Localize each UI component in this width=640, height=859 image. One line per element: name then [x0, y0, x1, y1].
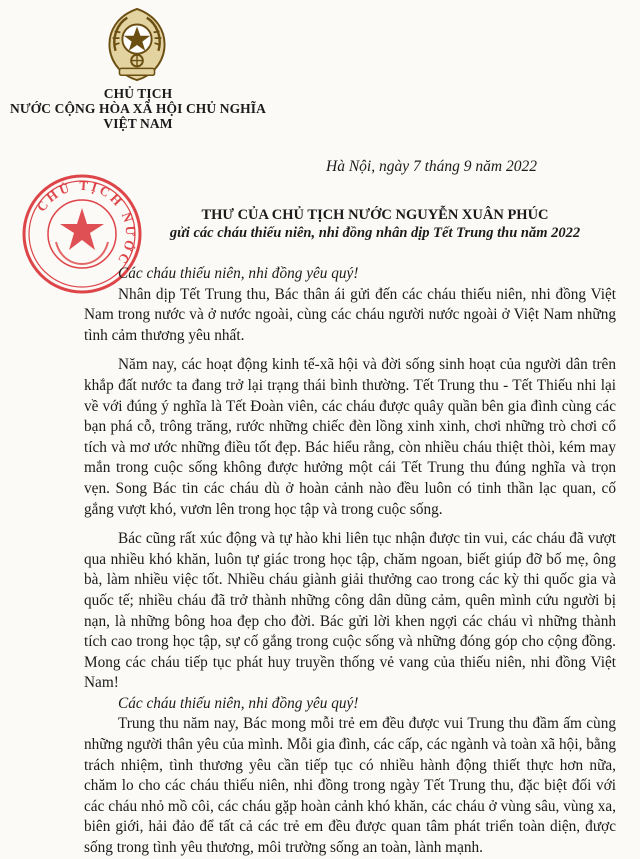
title-sub: gửi các cháu thiếu niên, nhi đồng nhân dịp Tết Trung thu năm 2022	[169, 225, 581, 241]
issuer-line-1: CHỦ TỊCH	[103, 86, 173, 101]
paragraph-1: Nhân dịp Tết Trung thu, Bác thân ái gửi đến các cháu thiếu niên, nhi đồng Việt Nam trong nước và ở nước ngoài, cùng các cháu người nước ngoài ở Việt Nam những tình cảm thương yêu nhất.	[84, 285, 616, 344]
paragraph-3: Bác cũng rất xúc động và tự hào khi liên tục nhận được tin vui, các cháu đã vượt qua nhiều khó khăn, luôn tự giác trong học tập, chăm ngoan, biết giúp đỡ bố mẹ, ông bà, làm nhiều việc tốt. Nhiều cháu giành giải thưởng cao trong các kỳ thi quốc gia và quốc tế; nhiều cháu đã trở thành những công dân dũng cảm, quên mình cứu người bị nạn, là những bông hoa đẹp cho đời. Bác gửi lời khen ngợi các cháu vì những thành tích cao trong học tập, sự cố gắng trong cuộc sống và những đóng góp cho cộng đồng. Mong các cháu tiếp tục phát huy truyền thống vẻ vang của thiếu niên, nhi đồng Việt Nam!	[84, 530, 616, 692]
date-line: Hà Nội, ngày 7 tháng 9 năm 2022	[326, 158, 537, 175]
svg-text:CHỦ TỊCH NƯỚC: CHỦ TỊCH NƯỚC	[33, 177, 139, 269]
salutation-2: Các cháu thiếu niên, nhi đồng yêu quý!	[118, 694, 359, 712]
national-emblem-icon	[98, 6, 176, 84]
paragraph-2: Năm nay, các hoạt động kinh tế-xã hội và đời sống sinh hoạt của người dân trên khắp đất nước ta đang trở lại trạng thái bình thường. Tết Trung thu - Tết Thiếu nhi lại về với đúng ý nghĩa là Tết Đoàn viên, các cháu được quây quần bên gia đình cùng các bạn phá cỗ, trông trăng, rước những chiếc đèn lồng xinh xinh, chơi những trò chơi cổ tích và mơ ước những điều tốt đẹp. Bác hiểu rằng, còn nhiều cháu thiệt thòi, kém may mắn trong cuộc sống không được hưởng một cái Tết Trung thu đúng nghĩa và trọn vẹn. Song Bác tin các cháu dù ở hoàn cảnh nào đều luôn có tinh thần lạc quan, cố gắng vượt khó, vươn lên trong học tập và trong cuộc sống.	[84, 356, 616, 518]
paragraph-4: Trung thu năm nay, Bác mong mỗi trẻ em đều được vui Trung thu đầm ấm cùng những người thân yêu của mình. Mỗi gia đình, các cấp, các ngành và toàn xã hội, bằng trách nhiệm, tình thương yêu cần tiếp tục có nhiều hành động thiết thực hơn nữa, chăm lo cho các cháu thiếu niên, nhi đồng trong ngày Tết Trung thu, đặc biệt đối với các cháu nhỏ mồ côi, các cháu gặp hoàn cảnh khó khăn, các cháu ở vùng sâu, vùng xa, biên giới, hải đảo để tất cả các trẻ em đều được quan tâm phát triển toàn diện, được sống trong tình yêu thương, môi trường sống an toàn, lành mạnh.	[84, 715, 616, 857]
issuer-line-3: VIỆT NAM	[103, 116, 173, 131]
letter-title	[150, 206, 600, 242]
letter-body	[84, 264, 616, 859]
title-main: THƯ CỦA CHỦ TỊCH NƯỚC NGUYỄN XUÂN PHÚC	[201, 207, 549, 223]
salutation-1: Các cháu thiếu niên, nhi đồng yêu quý!	[118, 265, 359, 282]
issuer-block	[0, 86, 276, 131]
issuer-line-2: NƯỚC CỘNG HÒA XÃ HỘI CHỦ NGHĨA	[9, 101, 266, 116]
